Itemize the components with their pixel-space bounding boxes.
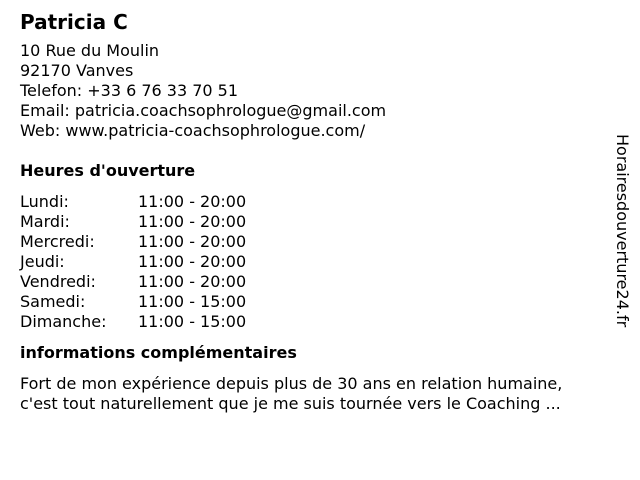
hours-day: Dimanche: — [20, 312, 107, 331]
hours-day: Samedi: — [20, 292, 86, 311]
info-heading: informations complémentaires — [20, 343, 297, 362]
hours-day: Mardi: — [20, 212, 70, 231]
hours-time: 11:00 - 15:00 — [138, 292, 247, 311]
hours-day: Jeudi: — [20, 252, 65, 271]
hours-day: Vendredi: — [20, 272, 96, 291]
address-street: 10 Rue du Moulin — [20, 41, 160, 60]
hours-row-samedi — [20, 292, 600, 312]
hours-heading: Heures d'ouverture — [20, 161, 196, 180]
hours-row-vendredi — [20, 272, 600, 292]
hours-row-dimanche — [20, 312, 600, 332]
info-line-1: Fort de mon expérience depuis plus de 30 ans en relation humaine, — [20, 374, 563, 393]
hours-time: 11:00 - 20:00 — [138, 272, 247, 291]
info-line-2: c'est tout naturellement que je me suis tournée vers le Coaching ... — [20, 394, 561, 413]
hours-table — [20, 192, 600, 332]
hours-row-jeudi — [20, 252, 600, 272]
hours-time: 11:00 - 20:00 — [138, 212, 247, 231]
hours-row-mercredi — [20, 232, 600, 252]
hours-time: 11:00 - 20:00 — [138, 192, 247, 211]
business-name: Patricia C — [20, 10, 128, 34]
hours-time: 11:00 - 20:00 — [138, 252, 247, 271]
hours-day: Mercredi: — [20, 232, 95, 251]
hours-time: 11:00 - 20:00 — [138, 232, 247, 251]
address-city: 92170 Vanves — [20, 61, 134, 80]
web-line: Web: www.patricia-coachsophrologue.com/ — [20, 121, 366, 140]
business-card — [20, 8, 600, 414]
phone-line: Telefon: +33 6 76 33 70 51 — [20, 81, 239, 100]
hours-time: 11:00 - 15:00 — [138, 312, 247, 331]
info-description — [20, 374, 620, 414]
hours-row-mardi — [20, 212, 600, 232]
hours-row-lundi — [20, 192, 600, 212]
contact-block — [20, 41, 600, 141]
hours-day: Lundi: — [20, 192, 69, 211]
side-brand-watermark: Horairesdouverture24.fr — [613, 134, 632, 328]
email-line: Email: patricia.coachsophrologue@gmail.com — [20, 101, 387, 120]
